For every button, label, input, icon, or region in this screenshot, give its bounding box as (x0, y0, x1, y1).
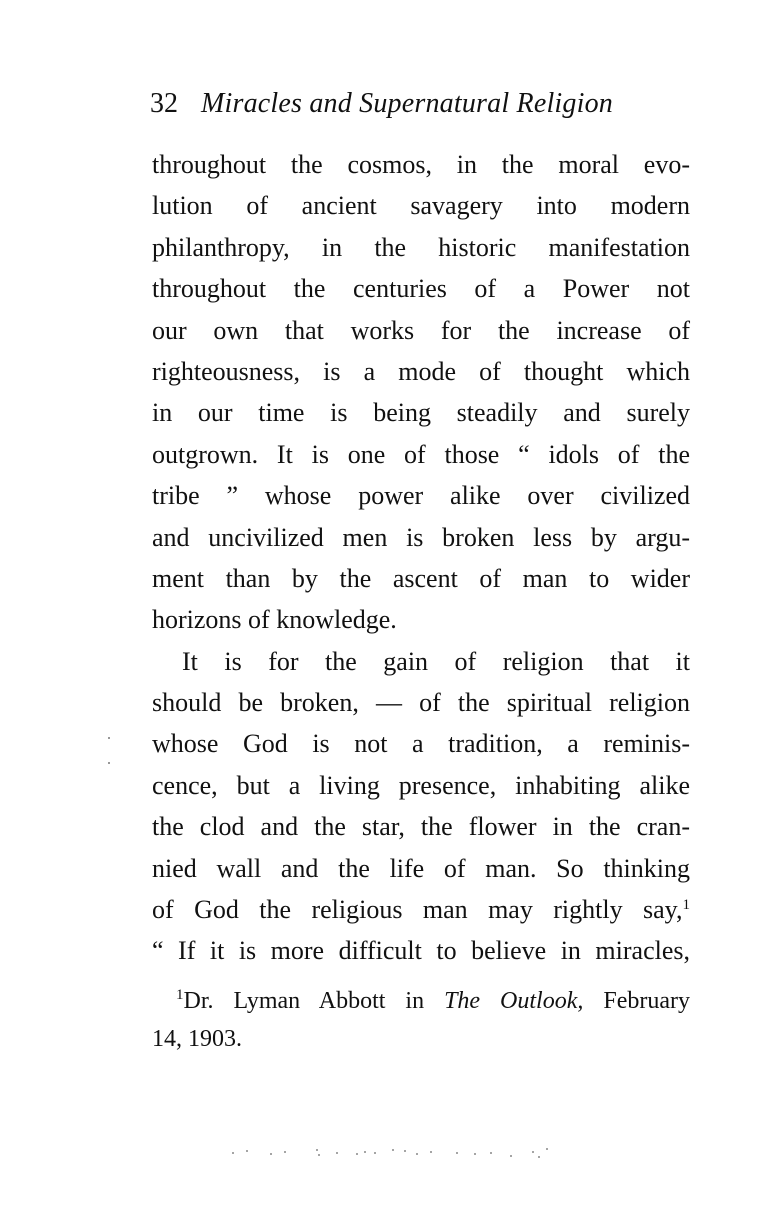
text-line: whose God is not a tradition, a reminis- (152, 729, 690, 759)
speck (392, 1149, 394, 1151)
text-line: tribe ” whose power alike over civilized (152, 481, 690, 511)
speck (456, 1152, 458, 1154)
speck (246, 1150, 248, 1152)
footnote-date: 14, 1903. (152, 1026, 242, 1052)
text-line: the clod and the star, the flower in the cran- (152, 812, 690, 842)
bottom-speckle (232, 1146, 552, 1160)
text-line-with-footnote-ref (152, 889, 690, 930)
text-line: philanthropy, in the historic manifestation (152, 232, 690, 262)
speck (364, 1151, 366, 1153)
speck (316, 1149, 318, 1151)
footnote-line (152, 982, 690, 1020)
speck (232, 1152, 234, 1154)
body-text (152, 144, 690, 972)
running-head (150, 84, 695, 124)
text-line: ment than by the ascent of man to wider (152, 563, 690, 593)
text-line: and uncivilized men is broken less by argu- (152, 522, 690, 552)
speck (430, 1151, 432, 1153)
text-line: in our time is being steadily and surely (152, 398, 690, 428)
speck (546, 1148, 548, 1150)
speck (336, 1152, 338, 1154)
footnote-reference[interactable]: 1 (682, 897, 690, 914)
footnote (152, 982, 690, 1058)
footnote-text-after: February (583, 988, 690, 1014)
speck (538, 1156, 540, 1158)
text-line: “ If it is more difficult to believe in miracles, (152, 936, 690, 966)
margin-speck (108, 762, 110, 764)
text-line: cence, but a living presence, inhabiting alike (152, 770, 690, 800)
speck (474, 1153, 476, 1155)
page-number: 32 (150, 88, 178, 119)
text-line: nied wall and the life of man. So thinking (152, 853, 690, 883)
speck (374, 1152, 376, 1154)
footnote-text: Dr. Lyman Abbott in (183, 988, 445, 1014)
speck (532, 1151, 534, 1153)
text-line: throughout the cosmos, in the moral evo- (152, 150, 690, 179)
speck (356, 1153, 358, 1155)
text-line: righteousness, is a mode of thought which (152, 356, 690, 386)
text-line: It is for the gain of religion that it (182, 646, 690, 676)
speck (510, 1155, 512, 1157)
text-line-content: of God the religious man may rightly say, (152, 895, 683, 925)
footnote-publication: The Outlook, (444, 988, 584, 1014)
text-line: should be broken, — of the spiritual religion (152, 688, 690, 718)
speck (416, 1153, 418, 1155)
speck (490, 1152, 492, 1154)
text-line: our own that works for the increase of (152, 315, 690, 345)
book-title: Miracles and Supernatural Religion (201, 88, 613, 119)
margin-speck (108, 737, 110, 739)
speck (404, 1150, 406, 1152)
speck (284, 1151, 286, 1153)
footnote-marker: 1 (176, 987, 184, 1003)
text-line: horizons of knowledge. (152, 605, 397, 635)
text-line: outgrown. It is one of those “ idols of the (152, 439, 690, 469)
speck (318, 1154, 320, 1156)
text-line: throughout the centuries of a Power not (152, 274, 690, 304)
speck (270, 1153, 272, 1155)
text-line: lution of ancient savagery into modern (152, 191, 690, 221)
